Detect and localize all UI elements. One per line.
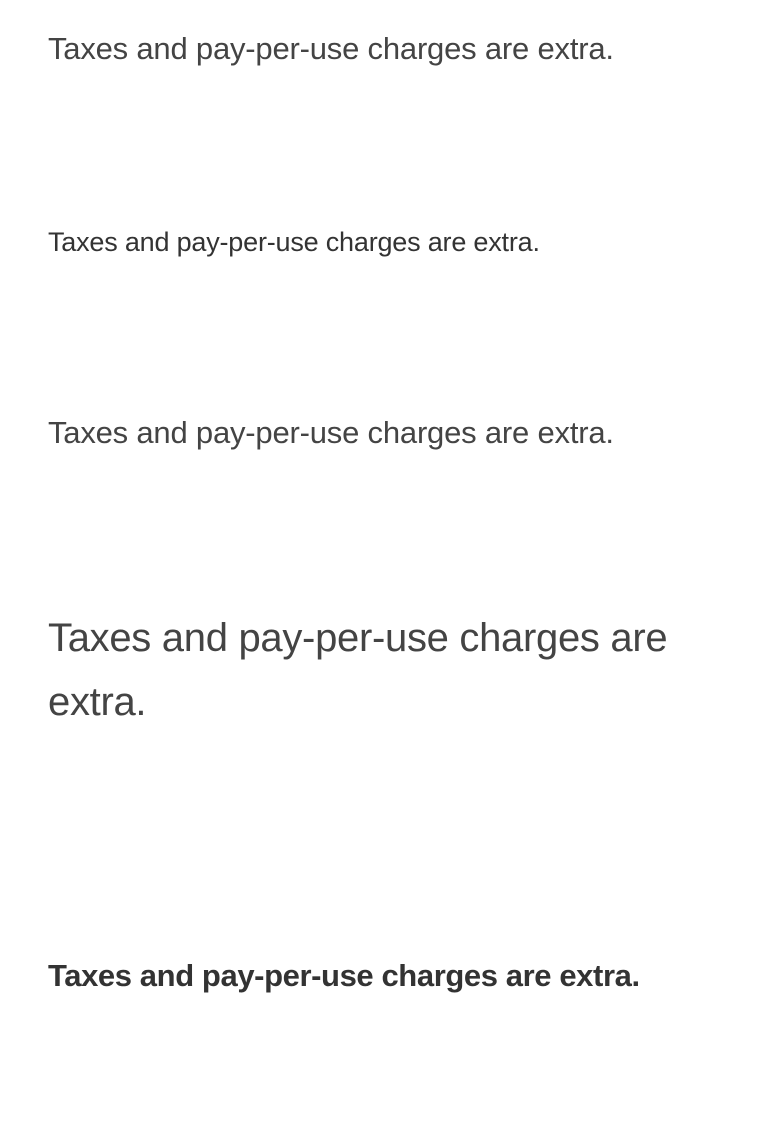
disclaimer-text-large: Taxes and pay-per-use charges are extra. [48, 616, 668, 724]
disclaimer-text-light-repeat: Taxes and pay-per-use charges are extra. [48, 415, 614, 450]
disclaimer-text-light: Taxes and pay-per-use charges are extra. [48, 31, 614, 66]
disclaimer-text-regular: Taxes and pay-per-use charges are extra. [48, 227, 540, 257]
disclaimer-text-bold: Taxes and pay-per-use charges are extra. [48, 958, 640, 993]
